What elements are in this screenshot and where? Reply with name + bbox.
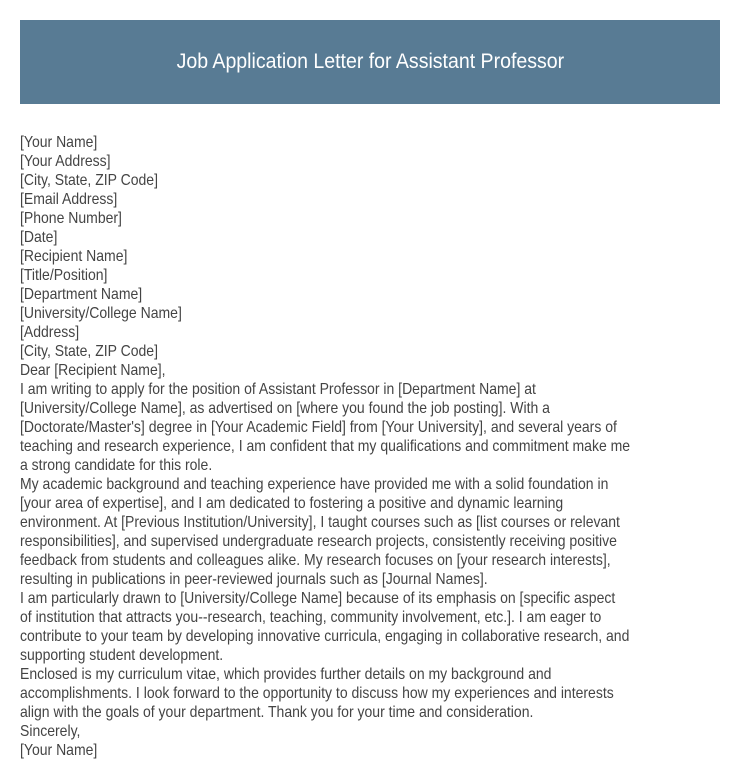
paragraph-background [20,475,740,589]
sender-city-state-zip: [City, State, ZIP Code] [20,172,158,189]
paragraph-line: [Doctorate/Master's] degree in [Your Academic Field] from [Your University], and several years of [20,419,617,436]
paragraph-line: accomplishments. I look forward to the opportunity to discuss how my experiences and interests [20,685,614,702]
paragraph-line: feedback from students and colleagues alike. My research focuses on [your research interests], [20,552,611,569]
sender-name: [Your Name] [20,134,98,151]
paragraph-line: My academic background and teaching experience have provided me with a solid foundation in [20,476,609,493]
paragraph-line: [University/College Name], as advertised on [where you found the job posting]. With a [20,400,550,417]
paragraph-line: resulting in publications in peer-reviewed journals such as [Journal Names]. [20,571,488,588]
paragraph-line: a strong candidate for this role. [20,457,213,474]
paragraph-line: teaching and research experience, I am confident that my qualifications and commitment make me [20,438,631,455]
paragraph-line: responsibilities], and supervised undergraduate research projects, consistently receiving positive [20,533,617,550]
sender-phone: [Phone Number] [20,210,122,227]
letter-date: [Date] [20,229,58,246]
paragraph-line: environment. At [Previous Institution/University], I taught courses such as [list courses or relevant [20,514,620,531]
signature: [Your Name] [20,742,98,759]
recipient-block [20,247,740,361]
letter-body [20,133,740,760]
paragraph-line: supporting student development. [20,647,224,664]
recipient-department: [Department Name] [20,286,143,303]
paragraph-line: [your area of expertise], and I am dedicated to fostering a positive and dynamic learning [20,495,564,512]
page-header [20,20,720,104]
sender-email: [Email Address] [20,191,118,208]
sender-block [20,133,740,228]
recipient-city-state-zip: [City, State, ZIP Code] [20,343,158,360]
paragraph-closing [20,665,740,722]
page-title: Job Application Letter for Assistant Professor [176,50,564,73]
closing: Sincerely, [20,723,81,740]
paragraph-motivation [20,589,740,665]
paragraph-line: I am writing to apply for the position of Assistant Professor in [Department Name] at [20,381,536,398]
paragraph-line: Enclosed is my curriculum vitae, which provides further details on my background and [20,666,552,683]
paragraph-line: of institution that attracts you--research, teaching, community involvement, etc.]. I am eager to [20,609,602,626]
paragraph-intro [20,380,740,475]
recipient-address: [Address] [20,324,80,341]
paragraph-line: contribute to your team by developing innovative curricula, engaging in collaborative research, and [20,628,630,645]
recipient-university: [University/College Name] [20,305,182,322]
recipient-name: [Recipient Name] [20,248,128,265]
sender-address: [Your Address] [20,153,111,170]
paragraph-line: I am particularly drawn to [University/College Name] because of its emphasis on [specific aspect [20,590,616,607]
recipient-title: [Title/Position] [20,267,108,284]
salutation: Dear [Recipient Name], [20,362,166,379]
paragraph-line: align with the goals of your department. Thank you for your time and consideration. [20,704,534,721]
